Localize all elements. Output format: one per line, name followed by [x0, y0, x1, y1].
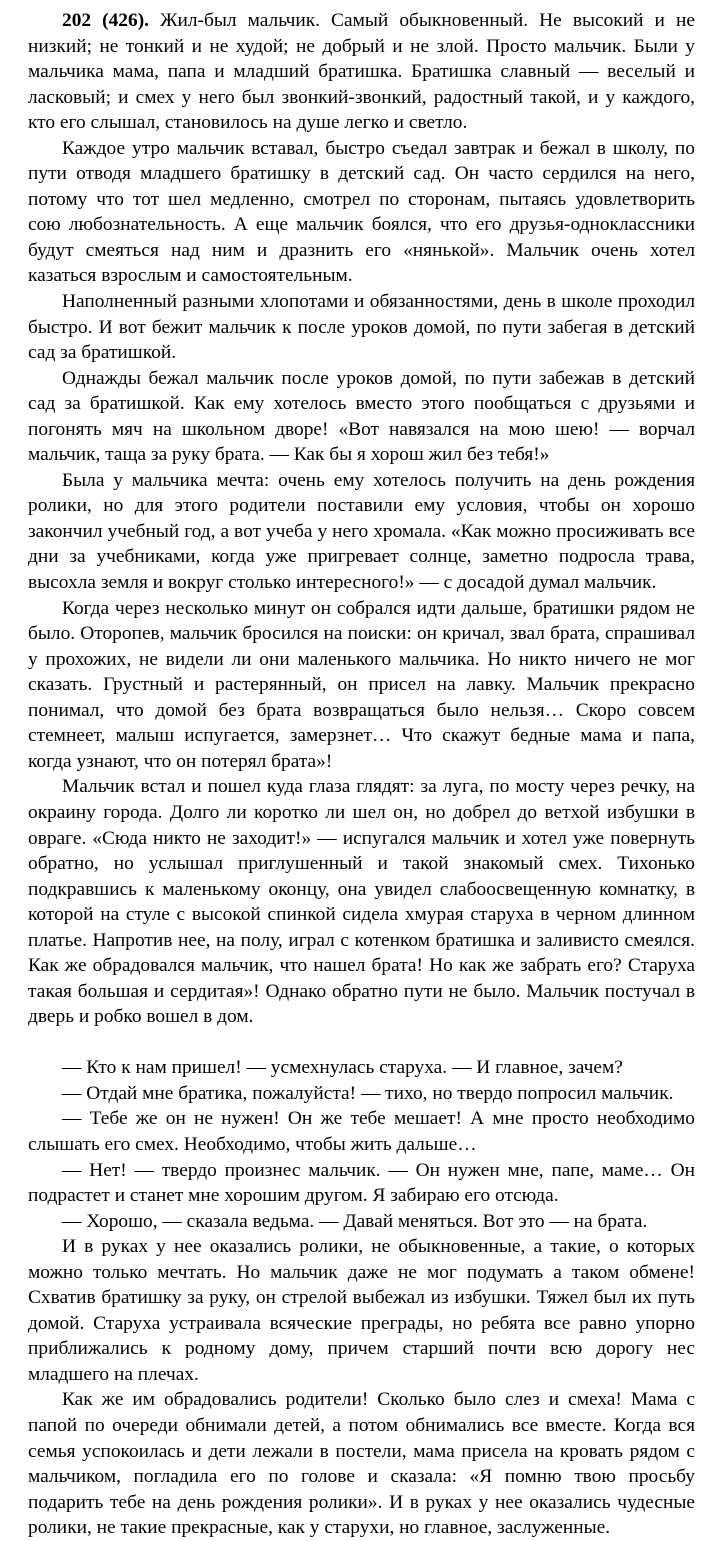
paragraph-8: И в руках у нее оказались ролики, не обыкновенные, а такие, о которых можно только мечтать. Но мальчик даже не мог подумать а таком обмене! Схватив братишку за руку, он стрелой выбежал из избушки. Тяжел был их путь домой. Старуха устраивала всяческие преграды, но ребята все равно упорно приближались к родному дому, причем старший почти всю дорогу нес младшего на плечах.	[28, 1236, 695, 1385]
dialogue-line-5: — Хорошо, — сказала ведьма. — Давай меняться. Вот это — на брата.	[62, 1210, 648, 1232]
paragraph-6: Когда через несколько минут он собрался идти дальше, братишки рядом не было. Оторопев, мальчик бросился на поиски: он кричал, звал брата, спрашивал у прохожих, не видели ли они маленького мальчика. Но никто ничего не мог сказать. Грустный и растерянный, он присел на лавку. Мальчик прекрасно понимал, что домой без брата возвращаться было нельзя… Скоро совсем стемнеет, малыш испугается, замерзнет… Что скажут бедные мама и папа, когда узнают, что он потерял брата»!	[28, 597, 695, 772]
dialogue-block	[28, 1055, 695, 1234]
exercise-number: 202 (426).	[62, 10, 150, 31]
paragraph-9: Как же им обрадовались родители! Сколько было слез и смеха! Мама с папой по очереди обнимали детей, а потом обнимались все вместе. Когда вся семья успокоилась и дети лежали в постели, мама присела на кровать рядом с мальчиком, погладила его по голове и сказала: «Я помню твою просьбу подарить тебе на день рождения ролики». И в руках у нее оказались чудесные ролики, не такие прекрасные, как у старухи, но главное, заслуженные.	[28, 1389, 695, 1539]
paragraph-3: Наполненный разными хлопотами и обязанностями, день в школе проходил быстро. И вот бежит мальчик к после уроков домой, по пути забегая в детский сад за братишкой.	[28, 291, 695, 364]
paragraph-4: Однажды бежал мальчик после уроков домой, по пути забежав в детский сад за братишкой. Как ему хотелось вместо этого пообщаться с друзьями и погонять мяч на школьном дворе! «Вот навязался на мою шею! — ворчал мальчик, таща за руку брата. — Как бы я хорош жил без тебя!»	[28, 367, 695, 466]
dialogue-line-3: — Тебе же он не нужен! Он же тебе мешает! А мне просто необходимо слышать его смех. Необходимо, чтобы жить дальше…	[28, 1108, 695, 1156]
paragraph-5: Была у мальчика мечта: очень ему хотелось получить на день рождения ролики, но для этого родители поставили ему условия, чтобы он хорошо закончил учебный год, а вот учеба у него хромала. «Как можно просиживать все дни за учебниками, когда уже пригревает солнце, заметно подросла трава, высохла земля и вокруг столько интересного!» — с досадой думал мальчик.	[28, 469, 695, 594]
dialogue-line-1: — Кто к нам пришел! — усмехнулась старуха. — И главное, зачем?	[62, 1057, 623, 1079]
paragraph-1-text: Жил-был мальчик. Самый обыкновенный. Не высокий и не низкий; не тонкий и не худой; не добрый и не злой. Просто мальчик. Были у мальчика мама, папа и младший братишка. Братишка славный — веселый и ласковый; и смех у него был звонкий-звонкий, радостный такой, и у каждого, кто его слышал, становилось на душе легко и светло.	[28, 10, 695, 134]
exercise-body	[28, 8, 695, 1541]
dialogue-line-2: — Отдай мне братика, пожалуйста! — тихо, но твердо попросил мальчик.	[62, 1082, 674, 1104]
paragraph-1	[28, 8, 695, 136]
paragraph-7: Мальчик встал и пошел куда глаза глядят: за луга, по мосту через речку, на окраину города. Долго ли коротко ли шел он, но добрел до ветхой избушки в овраге. «Сюда никто не заходит!» — испугался мальчик и хотел уже повернуть обратно, но услышал приглушенный и такой знакомый смех. Тихонько подкравшись к маленькому оконцу, она увидел слабоосвещенную комнатку, в которой на стуле с высокой спинкой сидела хмурая старуха в черном длинном платье. Напротив нее, на полу, играл с котенком братишка и заливисто смеялся. Как же обрадовался мальчик, что нашел брата! Но как же забрать его? Старуха такая большая и сердитая»! Однако обратно пути не было. Мальчик постучал в дверь и робко вошел в дом.	[28, 776, 695, 1028]
paragraph-2: Каждое утро мальчик вставал, быстро съедал завтрак и бежал в школу, по пути отводя младшего братишку в детский сад. Он часто сердился на него, потому что тот шел медленно, смотрел по сторонам, пытаясь удовлетворить сою любознательность. А еще мальчик боялся, что его друзья-одноклассники будут смеяться над ним и дразнить его «нянькой». Мальчик очень хотел казаться взрослым и самостоятельным.	[28, 137, 695, 287]
dialogue-line-4: — Нет! — твердо произнес мальчик. — Он нужен мне, папе, маме… Он подрастет и станет мне хорошим другом. Я забираю его отсюда.	[28, 1159, 695, 1207]
